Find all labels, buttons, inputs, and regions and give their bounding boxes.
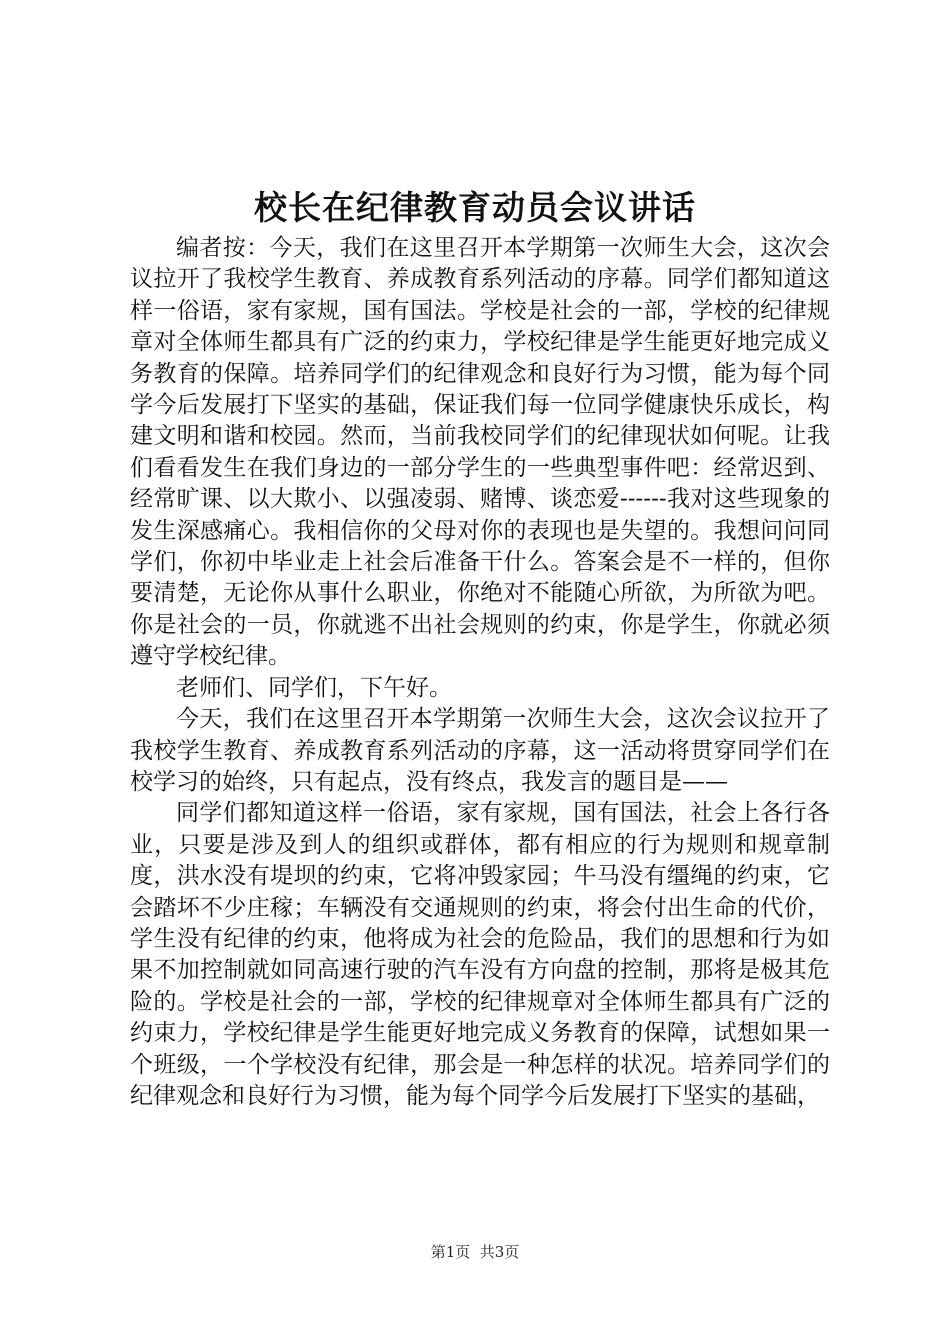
paragraph-body: 同学们都知道这样一俗语，家有家规，国有国法，社会上各行各业，只要是涉及到人的组织或群体，都有相应的行为规则和规章制度，洪水没有堤坝的约束，它将冲毁家园；牛马没有缰绳的约束，它会踏坏不少庄稼；车辆没有交通规则的约束，将会付出生命的代价，学生没有纪律的约束，他将成为社会的危险品，我们的思想和行为如果不加控制就如同高速行驶的汽车没有方向盘的控制，那将是极其危险的。学校是社会的一部，学校的纪律规章对全体师生都具有广泛的约束力，学校纪律是学生能更好地完成义务教育的保障，试想如果一个班级，一个学校没有纪律，那会是一种怎样的状况。培养同学们的纪律观念和良好行为习惯，能为每个同学今后发展打下坚实的基础， (130, 800, 830, 1109)
page-footer (0, 1242, 950, 1262)
page-number: 第1页 共3页 (430, 1243, 520, 1261)
paragraph-opening: 今天，我们在这里召开本学期第一次师生大会，这次会议拉开了我校学生教育、养成教育系列活动的序幕，这一活动将贯穿同学们在校学习的始终，只有起点，没有终点，我发言的题目是—— (130, 706, 830, 795)
paragraph-greeting: 老师们、同学们，下午好。 (176, 674, 452, 701)
document-body (130, 233, 830, 1112)
document-title: 校长在纪律教育动员会议讲话 (254, 188, 696, 227)
paragraph-editor-note: 编者按：今天，我们在这里召开本学期第一次师生大会，这次会议拉开了我校学生教育、养成教育系列活动的序幕。同学们都知道这样一俗语，家有家规，国有国法。学校是社会的一部，学校的纪律规章对全体师生都具有广泛的约束力，学校纪律是学生能更好地完成义务教育的保障。培养同学们的纪律观念和良好行为习惯，能为每个同学今后发展打下坚实的基础，保证我们每一位同学健康快乐成长，构建文明和谐和校园。然而，当前我校同学们的纪律现状如何呢。让我们看看发生在我们身边的一部分学生的一些典型事件吧：经常迟到、经常旷课、以大欺小、以强凌弱、赌博、谈恋爱------我对这些现象的发生深感痛心。我相信你的父母对你的表现也是失望的。我想问问同学们，你初中毕业走上社会后准备干什么。答案会是不一样的，但你要清楚，无论你从事什么职业，你绝对不能随心所欲，为所欲为吧。你是社会的一员，你就逃不出社会规则的约束，你是学生，你就必须遵守学校纪律。 (130, 235, 830, 670)
